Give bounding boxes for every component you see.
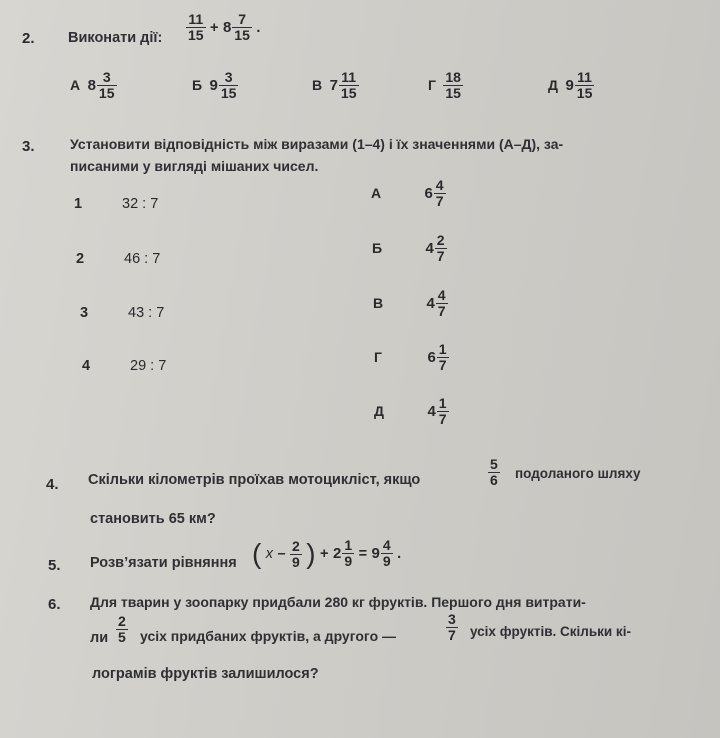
q4-text-b: подоланого шляху <box>515 466 641 481</box>
q6-line2-b: усіх придбаних фруктів, а другого — <box>140 628 397 644</box>
q2-frac-a: $\frac{11}{15}$ <box>188 11 204 44</box>
q5-number: 5. <box>48 557 61 574</box>
q3-line2: писаними у вигляді мішаних чисел. <box>70 158 319 174</box>
q4-text-a: Скільки кілометрів проїхав мотоцикліст, якщо <box>88 472 421 488</box>
q6-line1: Для тварин у зоопарку придбали 280 кг фруктів. Першого дня витрати- <box>90 594 586 610</box>
q3-left-1: 1 32 : 7 <box>74 196 159 212</box>
q3-right-a: А 6 $\frac{4}{7}$ <box>371 177 444 209</box>
q6-fraction-1: $\frac{2}{5}$ <box>118 613 126 645</box>
q3-left-2: 2 46 : 7 <box>76 251 161 267</box>
q3-right-e: Д 4 $\frac{1}{7}$ <box>374 395 447 427</box>
q2-expression: $\frac{11}{15}$ + 8 $\frac{7}{15}$ . <box>188 11 261 44</box>
q3-right-c: В 4 $\frac{4}{7}$ <box>373 287 446 319</box>
q6-fraction-2: $\frac{3}{7}$ <box>448 611 456 643</box>
q6-line3: лограмів фруктів залишилося? <box>92 666 319 682</box>
q2-text: Виконати дії: <box>68 30 163 46</box>
q5-equation: ( x – $\frac{2}{9}$ ) + 2 $\frac{1}{9}$ = 9 $\frac{4}{9}$ . <box>252 537 402 570</box>
q6-line2-c: усіх фруктів. Скільки кі- <box>470 624 631 639</box>
q2-option-e: Д 9 $\frac{11}{15}$ <box>548 69 593 101</box>
q4-number: 4. <box>46 476 59 493</box>
q3-right-d: Г 6 $\frac{1}{7}$ <box>374 341 447 373</box>
q2-option-a: А 8 $\frac{3}{15}$ <box>70 69 115 101</box>
q2-option-c: В 7 $\frac{11}{15}$ <box>312 69 357 101</box>
q2-option-b: Б 9 $\frac{3}{15}$ <box>192 69 237 101</box>
q3-left-3: 3 43 : 7 <box>80 305 165 321</box>
q2-mixed-b: 8 $\frac{7}{15}$ <box>222 11 250 43</box>
q4-fraction: $\frac{5}{6}$ <box>490 456 498 488</box>
q6-number: 6. <box>48 596 61 613</box>
q3-right-b: Б 4 $\frac{2}{7}$ <box>372 232 445 264</box>
q2-number: 2. <box>22 30 35 47</box>
q5-text: Розв’язати рівняння <box>90 555 237 571</box>
q3-number: 3. <box>22 138 35 155</box>
q2-option-d: Г $\frac{18}{15}$ <box>428 69 461 101</box>
q3-line1: Установити відповідність між виразами (1–4) і їх значеннями (А–Д), за- <box>70 136 564 152</box>
q4-line2: становить 65 км? <box>90 511 216 527</box>
q6-line2-a: ли <box>90 630 109 646</box>
q3-left-4: 4 29 : 7 <box>82 358 167 374</box>
